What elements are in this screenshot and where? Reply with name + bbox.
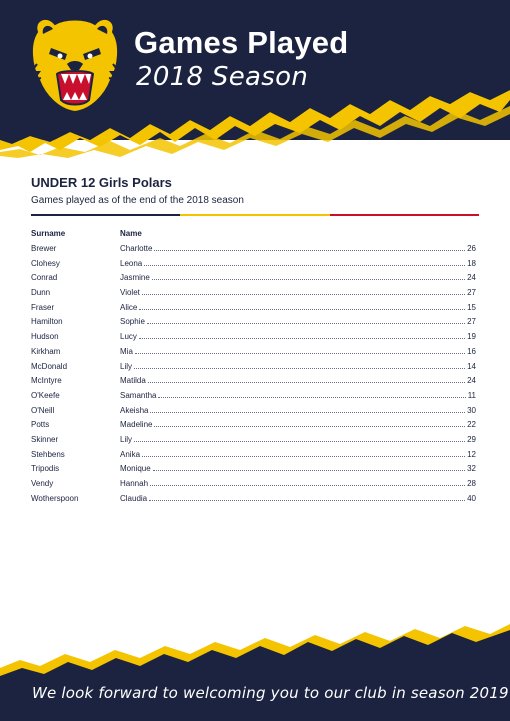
surname-cell: O'Neill [31,405,55,415]
name-games-cell [120,288,476,297]
table-row [31,241,476,256]
tricolor-divider [31,214,479,216]
name-games-cell [120,332,476,341]
games-played-cell: 19 [467,332,476,342]
table-row [31,432,476,447]
games-played-cell: 22 [467,420,476,430]
games-played-cell: 11 [467,390,476,400]
first-name-cell: Samantha [120,390,157,400]
first-name-cell: Mia [120,346,133,356]
table-row [31,461,476,476]
table-row [31,447,476,462]
dot-leader [149,500,465,501]
name-games-cell [120,391,476,400]
first-name-cell: Hannah [120,479,149,488]
dot-leader [139,309,465,310]
dot-leader [142,294,465,295]
dot-leader [150,412,465,413]
name-games-cell [120,347,476,356]
surname-cell: Wotherspoon [31,493,79,503]
first-name-cell: Lily [120,361,133,371]
first-name-cell: Alice [120,302,138,312]
games-played-cell: 27 [467,288,476,298]
surname-cell: Stehbens [31,449,65,459]
name-games-cell [120,435,476,444]
dot-leader [158,397,465,398]
surname-cell: Vendy [31,479,54,488]
table-row [31,270,476,285]
games-played-cell: 30 [467,405,476,415]
surname-cell: Hudson [31,332,59,342]
games-played-cell: 28 [467,479,476,488]
surname-cell: O'Keefe [31,390,60,400]
name-games-cell [120,376,476,385]
name-games-cell [120,494,476,503]
first-name-cell: Akeisha [120,405,149,415]
games-played-cell: 27 [467,317,476,327]
footer-banner [0,620,510,721]
dot-leader [134,441,465,442]
first-name-cell: Sophie [120,317,145,327]
first-name-cell: Lucy [120,332,137,342]
surname-cell: McDonald [31,361,68,371]
surname-cell: Clohesy [31,258,60,268]
first-name-cell: Matilda [120,376,146,386]
name-games-cell [120,479,476,488]
dot-leader [139,338,465,339]
table-row [31,417,476,432]
games-played-cell: 32 [467,464,476,474]
table-row [31,491,476,506]
games-played-cell: 24 [467,273,476,283]
games-played-cell: 24 [467,376,476,386]
dot-leader [134,368,465,369]
name-games-cell [120,450,476,459]
surname-cell: Tripodis [31,464,60,474]
first-name-cell: Charlotte [120,244,153,253]
table-row [31,388,476,403]
bear-head-logo-icon [29,14,121,114]
table-row [31,373,476,388]
page-title: Games Played [134,25,349,60]
table-row [31,300,476,315]
first-name-cell: Monique [120,464,151,474]
name-games-cell [120,273,476,282]
games-played-cell: 14 [467,361,476,371]
header-banner [0,0,510,160]
name-games-cell [120,420,476,429]
games-played-cell: 15 [467,302,476,312]
column-header-name: Name [120,229,142,238]
footer-tagline: We look forward to welcoming you to our club in season 2019 [32,684,509,702]
first-name-cell: Leona [120,258,143,268]
games-played-cell: 40 [467,493,476,503]
table-row [31,476,476,491]
dot-leader [154,250,465,251]
games-played-cell: 16 [467,346,476,356]
name-games-cell [120,244,476,253]
surname-cell: Conrad [31,273,58,283]
table-row [31,314,476,329]
surname-cell: Hamilton [31,317,63,327]
surname-cell: Potts [31,420,50,430]
games-played-cell: 26 [467,244,476,253]
dot-leader [147,323,465,324]
column-header-surname: Surname [31,229,66,238]
games-played-cell: 29 [467,434,476,444]
games-table [31,241,476,505]
first-name-cell: Anika [120,449,141,459]
surname-cell: Dunn [31,288,51,298]
team-name: UNDER 12 Girls Polars [31,175,172,190]
name-games-cell [120,317,476,326]
name-games-cell [120,259,476,268]
footer-background [0,620,510,721]
surname-cell: McIntyre [31,376,62,386]
first-name-cell: Jasmine [120,273,150,283]
page-subtitle: 2018 Season [136,62,309,92]
games-played-cell: 12 [467,449,476,459]
games-played-cell: 18 [467,258,476,268]
team-description: Games played as of the end of the 2018 season [31,195,244,206]
first-name-cell: Claudia [120,493,148,503]
table-row [31,329,476,344]
table-row [31,403,476,418]
dot-leader [153,470,465,471]
dot-leader [148,382,465,383]
table-row [31,256,476,271]
table-row [31,359,476,374]
name-games-cell [120,406,476,415]
dot-leader [150,485,465,486]
dot-leader [142,456,465,457]
dot-leader [144,265,465,266]
surname-cell: Kirkham [31,346,61,356]
name-games-cell [120,362,476,371]
first-name-cell: Violet [120,288,140,298]
first-name-cell: Madeline [120,420,153,430]
table-row [31,344,476,359]
table-row [31,285,476,300]
surname-cell: Skinner [31,434,59,444]
name-games-cell [120,303,476,312]
first-name-cell: Lily [120,434,133,444]
surname-cell: Brewer [31,244,57,253]
dot-leader [135,353,465,354]
name-games-cell [120,464,476,473]
dot-leader [152,279,465,280]
dot-leader [154,426,465,427]
surname-cell: Fraser [31,302,55,312]
